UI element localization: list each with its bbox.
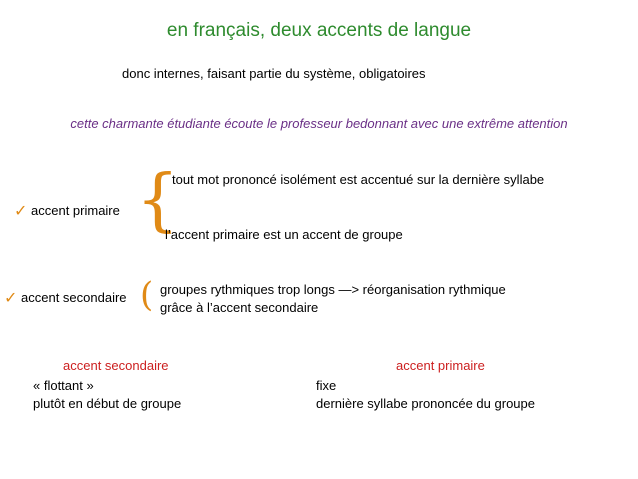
curly-brace-icon: { [136,161,180,240]
primary-accent-rule-1: tout mot prononcé isolément est accentué sur la dernière syllabe [172,172,545,187]
secondary-accent-rule-1: groupes rythmiques trop longs —> réorganisation rythmique [160,282,506,297]
example-sentence: cette charmante étudiante écoute le professeur bedonnant avec une extrême attention [70,116,568,131]
primary-accent-label: accent primaire [31,203,120,218]
checkmark-icon: ✓ [14,203,28,220]
slide-title: en français, deux accents de langue [166,20,472,41]
bracket-icon: ( [140,275,154,315]
comparison-right-row: dernière syllabe prononcée du groupe [316,396,535,411]
comparison-right-row: fixe [316,378,337,393]
comparison-right-heading: accent primaire [396,358,485,373]
comparison-left-row: plutôt en début de groupe [33,396,182,411]
comparison-left-row: « flottant » [33,378,94,393]
secondary-accent-rule-2: grâce à l’accent secondaire [160,300,319,315]
slide-subtitle: donc internes, faisant partie du système, obligatoires [122,66,426,81]
comparison-left-heading: accent secondaire [63,358,169,373]
primary-accent-rule-2: l’accent primaire est un accent de groupe [165,227,403,242]
secondary-accent-label: accent secondaire [21,290,127,305]
checkmark-icon: ✓ [4,290,18,307]
